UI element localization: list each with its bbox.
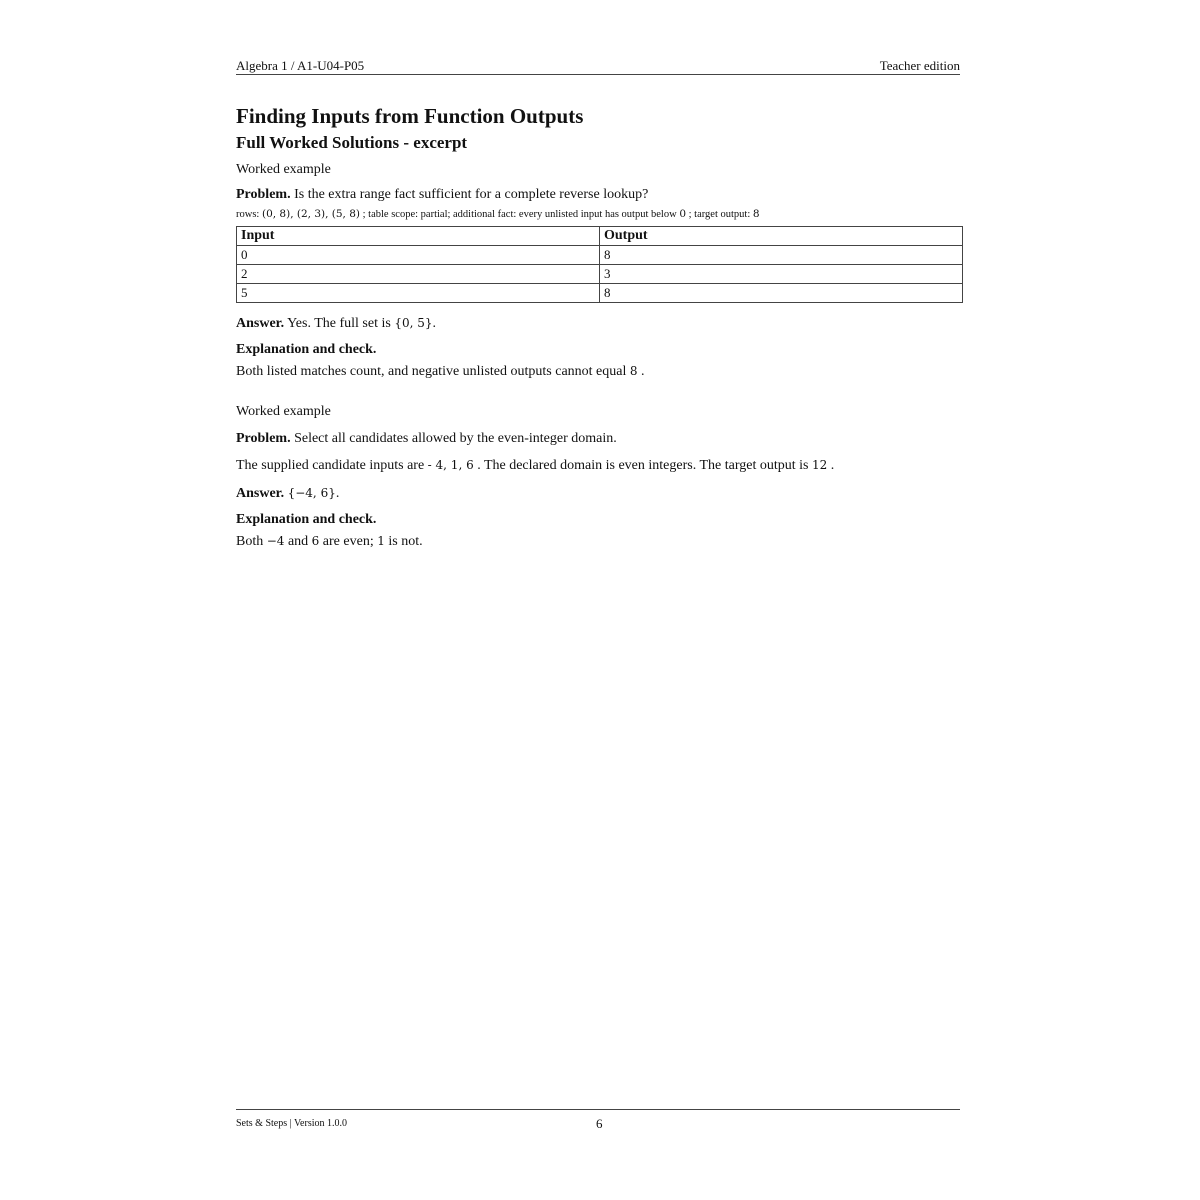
table-header-input: Input [237, 227, 600, 246]
example1-explain-text [236, 364, 645, 380]
example1-rows-line [236, 208, 760, 220]
explain-math: 8 [629, 364, 638, 378]
example2-explain-heading [236, 512, 376, 528]
problem-label: Problem. [236, 187, 291, 202]
example1-explain-heading [236, 342, 376, 358]
rows-math-3: 8 [752, 208, 760, 220]
example2-answer [236, 486, 339, 502]
table-cell-output: 3 [600, 265, 963, 284]
answer-label: Answer. [236, 486, 285, 501]
candidates-text-2: . The declared domain is even integers. The target output is [473, 458, 812, 473]
answer-end: . [335, 486, 340, 501]
page-title: Finding Inputs from Function Outputs [236, 104, 584, 128]
example2-label: Worked example [236, 404, 331, 419]
candidates-math-2: 12 [811, 458, 828, 472]
page-number: 6 [596, 1116, 603, 1131]
explain-text: Both [236, 534, 267, 549]
example1-label: Worked example [236, 162, 331, 177]
answer-end: . [432, 316, 436, 331]
page-subtitle: Full Worked Solutions - excerpt [236, 133, 468, 152]
header-edition: Teacher edition [879, 58, 960, 73]
explain-text-2: and [284, 534, 312, 549]
explain-label: Explanation and check. [236, 342, 377, 357]
table-cell-input: 2 [237, 265, 600, 284]
rows-text-2: ; table scope: partial; additional fact: every unlisted input has output below [360, 209, 680, 220]
table-row [237, 246, 963, 265]
running-header [236, 58, 960, 75]
example2-explain-text [236, 534, 423, 550]
table-cell-input: 5 [237, 284, 600, 303]
rows-math-2: 0 [679, 208, 686, 220]
header-course-code: Algebra 1 / A1-U04-P05 [236, 58, 365, 73]
explain-text: Both listed matches count, and negative unlisted outputs cannot equal [236, 364, 630, 379]
table-header-output: Output [600, 227, 963, 246]
explain-text-3: are even; [319, 534, 378, 549]
table-row [237, 284, 963, 303]
answer-label: Answer. [236, 316, 285, 331]
example1-problem [236, 187, 648, 203]
table-cell-input: 0 [237, 246, 600, 265]
rows-text: rows: [236, 209, 262, 220]
problem-text: Is the extra range fact sufficient for a complete reverse lookup? [294, 187, 649, 202]
rows-math: (0, 8), (2, 3), (5, 8) [261, 208, 361, 220]
table-cell-output: 8 [600, 246, 963, 265]
table-header-row [237, 227, 963, 246]
explain-math-2: 6 [311, 534, 320, 548]
page-footer [236, 1109, 960, 1131]
rows-text-3: ; target output: [686, 209, 753, 220]
example2-candidates [236, 458, 834, 474]
explain-text-4: is not. [384, 534, 423, 549]
candidates-text: The supplied candidate inputs are [236, 458, 428, 473]
input-output-table [236, 226, 963, 303]
problem-text: Select all candidates allowed by the even-integer domain. [294, 431, 617, 446]
candidates-text-3: . [827, 458, 835, 473]
explain-math-3: 1 [377, 534, 385, 548]
example1-answer [236, 316, 436, 332]
footer-version: Sets & Steps | Version 1.0.0 [236, 1118, 347, 1129]
table-cell-output: 8 [600, 284, 963, 303]
explain-label: Explanation and check. [236, 512, 377, 527]
answer-math: {−4, 6} [287, 486, 336, 500]
explain-math: −4 [266, 534, 285, 548]
answer-math: {0, 5} [394, 316, 433, 330]
table-row [237, 265, 963, 284]
example2-problem [236, 431, 617, 447]
candidates-math: - 4, 1, 6 [427, 458, 474, 472]
problem-label: Problem. [236, 431, 291, 446]
answer-text: Yes. The full set is [287, 316, 395, 331]
explain-end: . [637, 364, 645, 379]
